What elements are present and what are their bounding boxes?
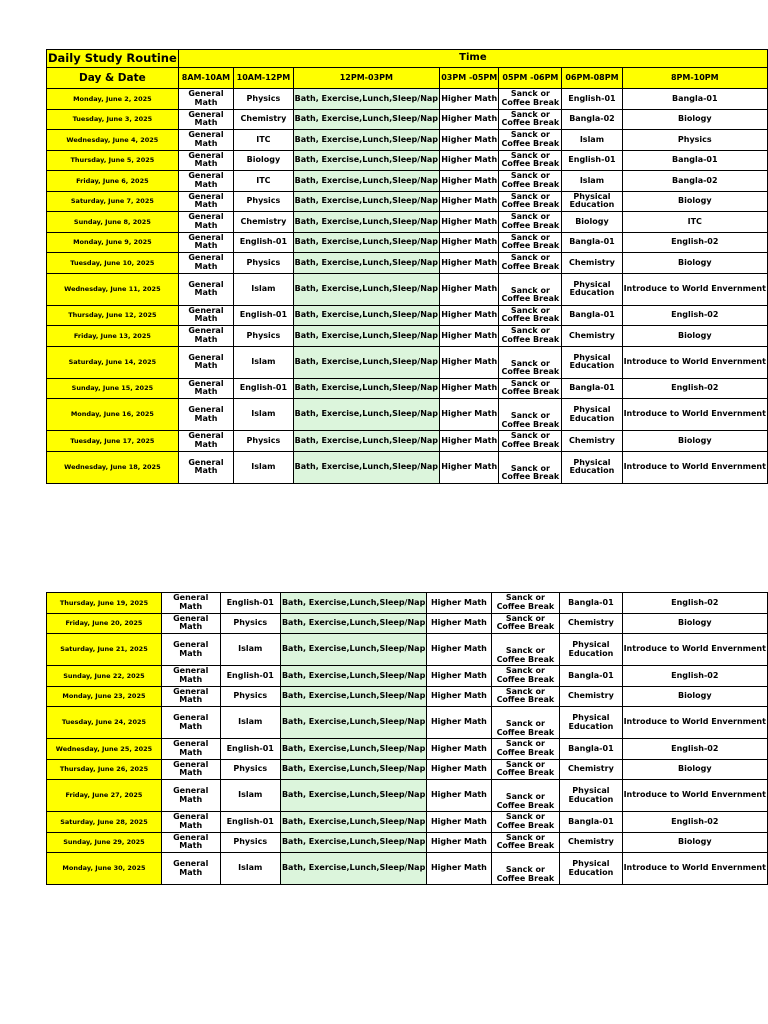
- slot-cell: Bath, Exercise,Lunch,Sleep/Nap: [280, 666, 426, 687]
- slot-cell: General Math: [161, 853, 220, 885]
- day-date-cell: Saturday, June 7, 2025: [47, 191, 179, 212]
- slot-cell: Islam: [562, 171, 622, 192]
- table-row: [47, 89, 768, 110]
- time-header: Time: [178, 50, 767, 68]
- slot-cell: Biology: [622, 613, 767, 634]
- day-date-cell: Friday, June 6, 2025: [47, 171, 179, 192]
- slot-cell: Bath, Exercise,Lunch,Sleep/Nap: [293, 109, 439, 130]
- slot-cell: Higher Math: [440, 191, 499, 212]
- slot-cell: Higher Math: [427, 739, 491, 760]
- slot-cell: English-01: [220, 666, 280, 687]
- table-row: [47, 759, 768, 780]
- slot-cell: General Math: [161, 759, 220, 780]
- day-date-cell: Monday, June 9, 2025: [47, 232, 179, 253]
- slot-cell: Biology: [622, 191, 767, 212]
- slot-cell: Higher Math: [440, 171, 499, 192]
- slot-header: 12PM-03PM: [293, 68, 439, 89]
- slot-cell: General Math: [161, 832, 220, 853]
- slot-cell: Bath, Exercise,Lunch,Sleep/Nap: [293, 191, 439, 212]
- slot-cell: English-01: [562, 89, 622, 110]
- slot-cell: Bangla-01: [560, 812, 622, 833]
- slot-cell: Chemistry: [234, 109, 294, 130]
- slot-cell: Bangla-01: [562, 378, 622, 399]
- day-date-cell: Friday, June 27, 2025: [47, 780, 162, 812]
- slot-cell: ITC: [234, 171, 294, 192]
- slot-cell: Higher Math: [427, 707, 491, 739]
- break-cell: Sanck or Coffee Break: [499, 150, 562, 171]
- slot-cell: Bath, Exercise,Lunch,Sleep/Nap: [293, 399, 439, 431]
- slot-cell: Bath, Exercise,Lunch,Sleep/Nap: [293, 130, 439, 151]
- routine-table-first: [46, 49, 768, 484]
- slot-cell: General Math: [178, 326, 233, 347]
- slot-cell: Bath, Exercise,Lunch,Sleep/Nap: [293, 89, 439, 110]
- slot-cell: Islam: [562, 130, 622, 151]
- day-date-cell: Thursday, June 12, 2025: [47, 305, 179, 326]
- table-row: [47, 593, 768, 614]
- break-cell: Sanck or Coffee Break: [499, 232, 562, 253]
- break-cell: Sanck or Coffee Break: [499, 130, 562, 151]
- slot-cell: Higher Math: [427, 613, 491, 634]
- slot-cell: Higher Math: [440, 305, 499, 326]
- table-row: [47, 399, 768, 431]
- day-date-cell: Thursday, June 19, 2025: [47, 593, 162, 614]
- slot-cell: Bath, Exercise,Lunch,Sleep/Nap: [280, 853, 426, 885]
- day-date-cell: Wednesday, June 18, 2025: [47, 451, 179, 483]
- slot-cell: Physical Education: [562, 273, 622, 305]
- slot-cell: Higher Math: [427, 853, 491, 885]
- slot-cell: Chemistry: [560, 759, 622, 780]
- slot-cell: Bangla-02: [562, 109, 622, 130]
- break-cell: Sanck or Coffee Break: [499, 171, 562, 192]
- slot-cell: English-02: [622, 666, 767, 687]
- slot-cell: Higher Math: [427, 780, 491, 812]
- day-date-cell: Sunday, June 29, 2025: [47, 832, 162, 853]
- slot-cell: Biology: [622, 109, 767, 130]
- slot-cell: Bath, Exercise,Lunch,Sleep/Nap: [280, 707, 426, 739]
- slot-header: 05PM -06PM: [499, 68, 562, 89]
- slot-cell: Bath, Exercise,Lunch,Sleep/Nap: [293, 305, 439, 326]
- slot-cell: Islam: [234, 346, 294, 378]
- slot-cell: Bath, Exercise,Lunch,Sleep/Nap: [293, 431, 439, 452]
- slot-cell: Biology: [234, 150, 294, 171]
- slot-cell: General Math: [161, 812, 220, 833]
- slot-cell: General Math: [178, 399, 233, 431]
- slot-cell: Physics: [622, 130, 767, 151]
- slot-cell: Islam: [234, 451, 294, 483]
- slot-cell: General Math: [161, 686, 220, 707]
- slot-cell: English-01: [220, 739, 280, 760]
- slot-cell: Bath, Exercise,Lunch,Sleep/Nap: [280, 613, 426, 634]
- slot-cell: General Math: [161, 780, 220, 812]
- break-cell: Sanck or Coffee Break: [491, 812, 560, 833]
- break-cell: Sanck or Coffee Break: [499, 399, 562, 431]
- day-date-cell: Saturday, June 14, 2025: [47, 346, 179, 378]
- table-row: [47, 739, 768, 760]
- table-row: [47, 171, 768, 192]
- day-date-cell: Monday, June 16, 2025: [47, 399, 179, 431]
- slot-cell: Bath, Exercise,Lunch,Sleep/Nap: [280, 780, 426, 812]
- slot-cell: Physics: [220, 832, 280, 853]
- break-cell: Sanck or Coffee Break: [499, 451, 562, 483]
- slot-cell: Bangla-01: [622, 89, 767, 110]
- slot-cell: Higher Math: [440, 451, 499, 483]
- slot-cell: Islam: [234, 399, 294, 431]
- slot-cell: English-02: [622, 739, 767, 760]
- slot-cell: Higher Math: [440, 232, 499, 253]
- day-date-cell: Tuesday, June 24, 2025: [47, 707, 162, 739]
- day-date-cell: Wednesday, June 11, 2025: [47, 273, 179, 305]
- break-cell: Sanck or Coffee Break: [499, 326, 562, 347]
- slot-cell: English-01: [562, 150, 622, 171]
- table-row: [47, 634, 768, 666]
- slot-cell: General Math: [161, 707, 220, 739]
- slot-cell: Introduce to World Envernment: [622, 634, 767, 666]
- slot-cell: Bangla-01: [562, 305, 622, 326]
- break-cell: Sanck or Coffee Break: [499, 273, 562, 305]
- slot-cell: Introduce to World Envernment: [622, 707, 767, 739]
- slot-cell: Physics: [234, 326, 294, 347]
- slot-cell: Higher Math: [440, 399, 499, 431]
- table-row: [47, 812, 768, 833]
- slot-cell: Chemistry: [562, 326, 622, 347]
- slot-cell: Bath, Exercise,Lunch,Sleep/Nap: [293, 171, 439, 192]
- slot-cell: Bath, Exercise,Lunch,Sleep/Nap: [293, 346, 439, 378]
- slot-header: 8AM-10AM: [178, 68, 233, 89]
- day-date-cell: Sunday, June 22, 2025: [47, 666, 162, 687]
- slot-cell: English-01: [234, 378, 294, 399]
- table-row: [47, 305, 768, 326]
- slot-cell: Physical Education: [560, 780, 622, 812]
- slot-header: 03PM -05PM: [440, 68, 499, 89]
- break-cell: Sanck or Coffee Break: [491, 634, 560, 666]
- table-row: [47, 109, 768, 130]
- slot-cell: General Math: [178, 346, 233, 378]
- slot-cell: Biology: [622, 431, 767, 452]
- slot-cell: Physics: [220, 759, 280, 780]
- table-row: [47, 150, 768, 171]
- slot-cell: Introduce to World Envernment: [622, 346, 767, 378]
- day-date-cell: Tuesday, June 17, 2025: [47, 431, 179, 452]
- break-cell: Sanck or Coffee Break: [491, 853, 560, 885]
- slot-cell: Higher Math: [440, 253, 499, 274]
- break-cell: Sanck or Coffee Break: [491, 832, 560, 853]
- slot-cell: Islam: [220, 634, 280, 666]
- day-date-cell: Tuesday, June 3, 2025: [47, 109, 179, 130]
- slot-cell: Islam: [220, 853, 280, 885]
- slot-cell: ITC: [622, 212, 767, 233]
- slot-cell: Bath, Exercise,Lunch,Sleep/Nap: [293, 378, 439, 399]
- slot-cell: Biology: [622, 686, 767, 707]
- table-row: [47, 431, 768, 452]
- slot-cell: English-02: [622, 593, 767, 614]
- day-date-cell: Monday, June 23, 2025: [47, 686, 162, 707]
- table-row: [47, 191, 768, 212]
- slot-cell: Bath, Exercise,Lunch,Sleep/Nap: [293, 212, 439, 233]
- slot-cell: English-02: [622, 305, 767, 326]
- slot-cell: Chemistry: [234, 212, 294, 233]
- slot-cell: General Math: [178, 431, 233, 452]
- day-date-header: Day & Date: [47, 68, 179, 89]
- slot-cell: Higher Math: [440, 212, 499, 233]
- break-cell: Sanck or Coffee Break: [499, 253, 562, 274]
- table-row: [47, 326, 768, 347]
- slot-cell: English-01: [220, 593, 280, 614]
- break-cell: Sanck or Coffee Break: [491, 613, 560, 634]
- slot-cell: General Math: [178, 378, 233, 399]
- table-row: [47, 212, 768, 233]
- slot-cell: Bath, Exercise,Lunch,Sleep/Nap: [280, 759, 426, 780]
- slot-cell: Higher Math: [440, 378, 499, 399]
- break-cell: Sanck or Coffee Break: [491, 666, 560, 687]
- slot-cell: Physical Education: [562, 399, 622, 431]
- slot-cell: Physical Education: [562, 191, 622, 212]
- day-date-cell: Friday, June 20, 2025: [47, 613, 162, 634]
- break-cell: Sanck or Coffee Break: [499, 431, 562, 452]
- slot-cell: Physical Education: [562, 346, 622, 378]
- slot-cell: Physical Education: [562, 451, 622, 483]
- slot-cell: Bath, Exercise,Lunch,Sleep/Nap: [293, 326, 439, 347]
- slot-cell: General Math: [161, 634, 220, 666]
- slot-cell: Islam: [234, 273, 294, 305]
- slot-cell: General Math: [178, 451, 233, 483]
- day-date-cell: Wednesday, June 25, 2025: [47, 739, 162, 760]
- table-row: [47, 253, 768, 274]
- slot-cell: Bath, Exercise,Lunch,Sleep/Nap: [280, 686, 426, 707]
- sheet-title: Daily Study Routine: [47, 50, 179, 68]
- slot-cell: Physical Education: [560, 853, 622, 885]
- slot-cell: Physics: [234, 253, 294, 274]
- slot-cell: Physical Education: [560, 634, 622, 666]
- break-cell: Sanck or Coffee Break: [499, 346, 562, 378]
- slot-cell: General Math: [161, 593, 220, 614]
- slot-cell: Introduce to World Envernment: [622, 451, 767, 483]
- break-cell: Sanck or Coffee Break: [499, 212, 562, 233]
- slot-cell: Higher Math: [440, 431, 499, 452]
- slot-cell: Bath, Exercise,Lunch,Sleep/Nap: [280, 812, 426, 833]
- slot-cell: Higher Math: [440, 109, 499, 130]
- slot-cell: Chemistry: [560, 686, 622, 707]
- day-date-cell: Thursday, June 26, 2025: [47, 759, 162, 780]
- slot-cell: Physics: [234, 431, 294, 452]
- slot-cell: Higher Math: [427, 634, 491, 666]
- day-date-cell: Sunday, June 8, 2025: [47, 212, 179, 233]
- break-cell: Sanck or Coffee Break: [491, 707, 560, 739]
- slot-cell: General Math: [178, 150, 233, 171]
- slot-cell: Higher Math: [427, 832, 491, 853]
- slot-cell: General Math: [178, 305, 233, 326]
- slot-cell: Bath, Exercise,Lunch,Sleep/Nap: [293, 253, 439, 274]
- slot-cell: Chemistry: [562, 431, 622, 452]
- table-row: [47, 273, 768, 305]
- slot-cell: ITC: [234, 130, 294, 151]
- slot-cell: General Math: [161, 666, 220, 687]
- slot-cell: General Math: [178, 212, 233, 233]
- slot-cell: Bath, Exercise,Lunch,Sleep/Nap: [293, 232, 439, 253]
- table-row: [47, 666, 768, 687]
- break-cell: Sanck or Coffee Break: [499, 191, 562, 212]
- slot-cell: General Math: [178, 171, 233, 192]
- slot-cell: Bath, Exercise,Lunch,Sleep/Nap: [280, 593, 426, 614]
- slot-cell: Higher Math: [427, 759, 491, 780]
- slot-cell: Higher Math: [440, 326, 499, 347]
- slot-cell: General Math: [178, 232, 233, 253]
- slot-cell: Higher Math: [440, 150, 499, 171]
- break-cell: Sanck or Coffee Break: [491, 780, 560, 812]
- slot-cell: Higher Math: [440, 346, 499, 378]
- break-cell: Sanck or Coffee Break: [499, 109, 562, 130]
- slot-cell: Chemistry: [562, 253, 622, 274]
- table-row: [47, 346, 768, 378]
- slot-cell: Biology: [562, 212, 622, 233]
- break-cell: Sanck or Coffee Break: [499, 305, 562, 326]
- slot-cell: Introduce to World Envernment: [622, 273, 767, 305]
- slot-cell: General Math: [178, 253, 233, 274]
- slot-cell: Biology: [622, 759, 767, 780]
- slot-cell: Higher Math: [440, 130, 499, 151]
- day-date-cell: Monday, June 30, 2025: [47, 853, 162, 885]
- slot-cell: English-01: [220, 812, 280, 833]
- break-cell: Sanck or Coffee Break: [499, 89, 562, 110]
- slot-cell: Chemistry: [560, 832, 622, 853]
- slot-cell: Bath, Exercise,Lunch,Sleep/Nap: [280, 634, 426, 666]
- slot-cell: Bangla-01: [560, 593, 622, 614]
- slot-header: 06PM-08PM: [562, 68, 622, 89]
- slot-cell: Bath, Exercise,Lunch,Sleep/Nap: [280, 832, 426, 853]
- day-date-cell: Wednesday, June 4, 2025: [47, 130, 179, 151]
- slot-cell: Bath, Exercise,Lunch,Sleep/Nap: [293, 150, 439, 171]
- day-date-cell: Monday, June 2, 2025: [47, 89, 179, 110]
- slot-cell: Bath, Exercise,Lunch,Sleep/Nap: [293, 273, 439, 305]
- slot-cell: Physical Education: [560, 707, 622, 739]
- slot-cell: General Math: [178, 273, 233, 305]
- slot-cell: Higher Math: [427, 666, 491, 687]
- table-row: [47, 451, 768, 483]
- break-cell: Sanck or Coffee Break: [491, 593, 560, 614]
- slot-cell: Introduce to World Envernment: [622, 780, 767, 812]
- day-date-cell: Tuesday, June 10, 2025: [47, 253, 179, 274]
- slot-cell: Bangla-01: [622, 150, 767, 171]
- slot-cell: Bath, Exercise,Lunch,Sleep/Nap: [280, 739, 426, 760]
- slot-cell: English-02: [622, 232, 767, 253]
- slot-cell: General Math: [178, 191, 233, 212]
- slot-cell: Chemistry: [560, 613, 622, 634]
- slot-cell: Introduce to World Envernment: [622, 853, 767, 885]
- slot-cell: Physics: [234, 89, 294, 110]
- slot-cell: Higher Math: [427, 686, 491, 707]
- slot-cell: Physics: [234, 191, 294, 212]
- slot-cell: Bath, Exercise,Lunch,Sleep/Nap: [293, 451, 439, 483]
- routine-table-second: [46, 592, 768, 885]
- table-row: [47, 832, 768, 853]
- table-row: [47, 707, 768, 739]
- table-row: [47, 853, 768, 885]
- slot-cell: Higher Math: [440, 89, 499, 110]
- slot-cell: General Math: [161, 739, 220, 760]
- break-cell: Sanck or Coffee Break: [499, 378, 562, 399]
- table-row: [47, 130, 768, 151]
- slot-header: 10AM-12PM: [234, 68, 294, 89]
- day-date-cell: Saturday, June 21, 2025: [47, 634, 162, 666]
- slot-cell: General Math: [178, 89, 233, 110]
- slot-cell: Biology: [622, 253, 767, 274]
- slot-cell: Biology: [622, 832, 767, 853]
- slot-cell: Islam: [220, 707, 280, 739]
- slot-cell: Physics: [220, 613, 280, 634]
- slot-cell: Bangla-01: [560, 666, 622, 687]
- break-cell: Sanck or Coffee Break: [491, 739, 560, 760]
- slot-cell: Higher Math: [427, 593, 491, 614]
- slot-cell: Higher Math: [427, 812, 491, 833]
- slot-cell: English-02: [622, 378, 767, 399]
- slot-cell: Introduce to World Envernment: [622, 399, 767, 431]
- day-date-cell: Saturday, June 28, 2025: [47, 812, 162, 833]
- day-date-cell: Sunday, June 15, 2025: [47, 378, 179, 399]
- table-row: [47, 232, 768, 253]
- table-row: [47, 613, 768, 634]
- slot-cell: General Math: [178, 109, 233, 130]
- slot-cell: Bangla-01: [560, 739, 622, 760]
- slot-cell: Physics: [220, 686, 280, 707]
- slot-cell: Islam: [220, 780, 280, 812]
- slot-cell: English-01: [234, 232, 294, 253]
- slot-cell: General Math: [161, 613, 220, 634]
- slot-cell: Bangla-01: [562, 232, 622, 253]
- break-cell: Sanck or Coffee Break: [491, 759, 560, 780]
- table-row: [47, 686, 768, 707]
- day-date-cell: Thursday, June 5, 2025: [47, 150, 179, 171]
- slot-cell: English-02: [622, 812, 767, 833]
- slot-cell: Biology: [622, 326, 767, 347]
- table-row: [47, 780, 768, 812]
- slot-header: 8PM-10PM: [622, 68, 767, 89]
- slot-cell: Higher Math: [440, 273, 499, 305]
- slot-cell: Bangla-02: [622, 171, 767, 192]
- day-date-cell: Friday, June 13, 2025: [47, 326, 179, 347]
- break-cell: Sanck or Coffee Break: [491, 686, 560, 707]
- slot-cell: General Math: [178, 130, 233, 151]
- table-row: [47, 378, 768, 399]
- slot-cell: English-01: [234, 305, 294, 326]
